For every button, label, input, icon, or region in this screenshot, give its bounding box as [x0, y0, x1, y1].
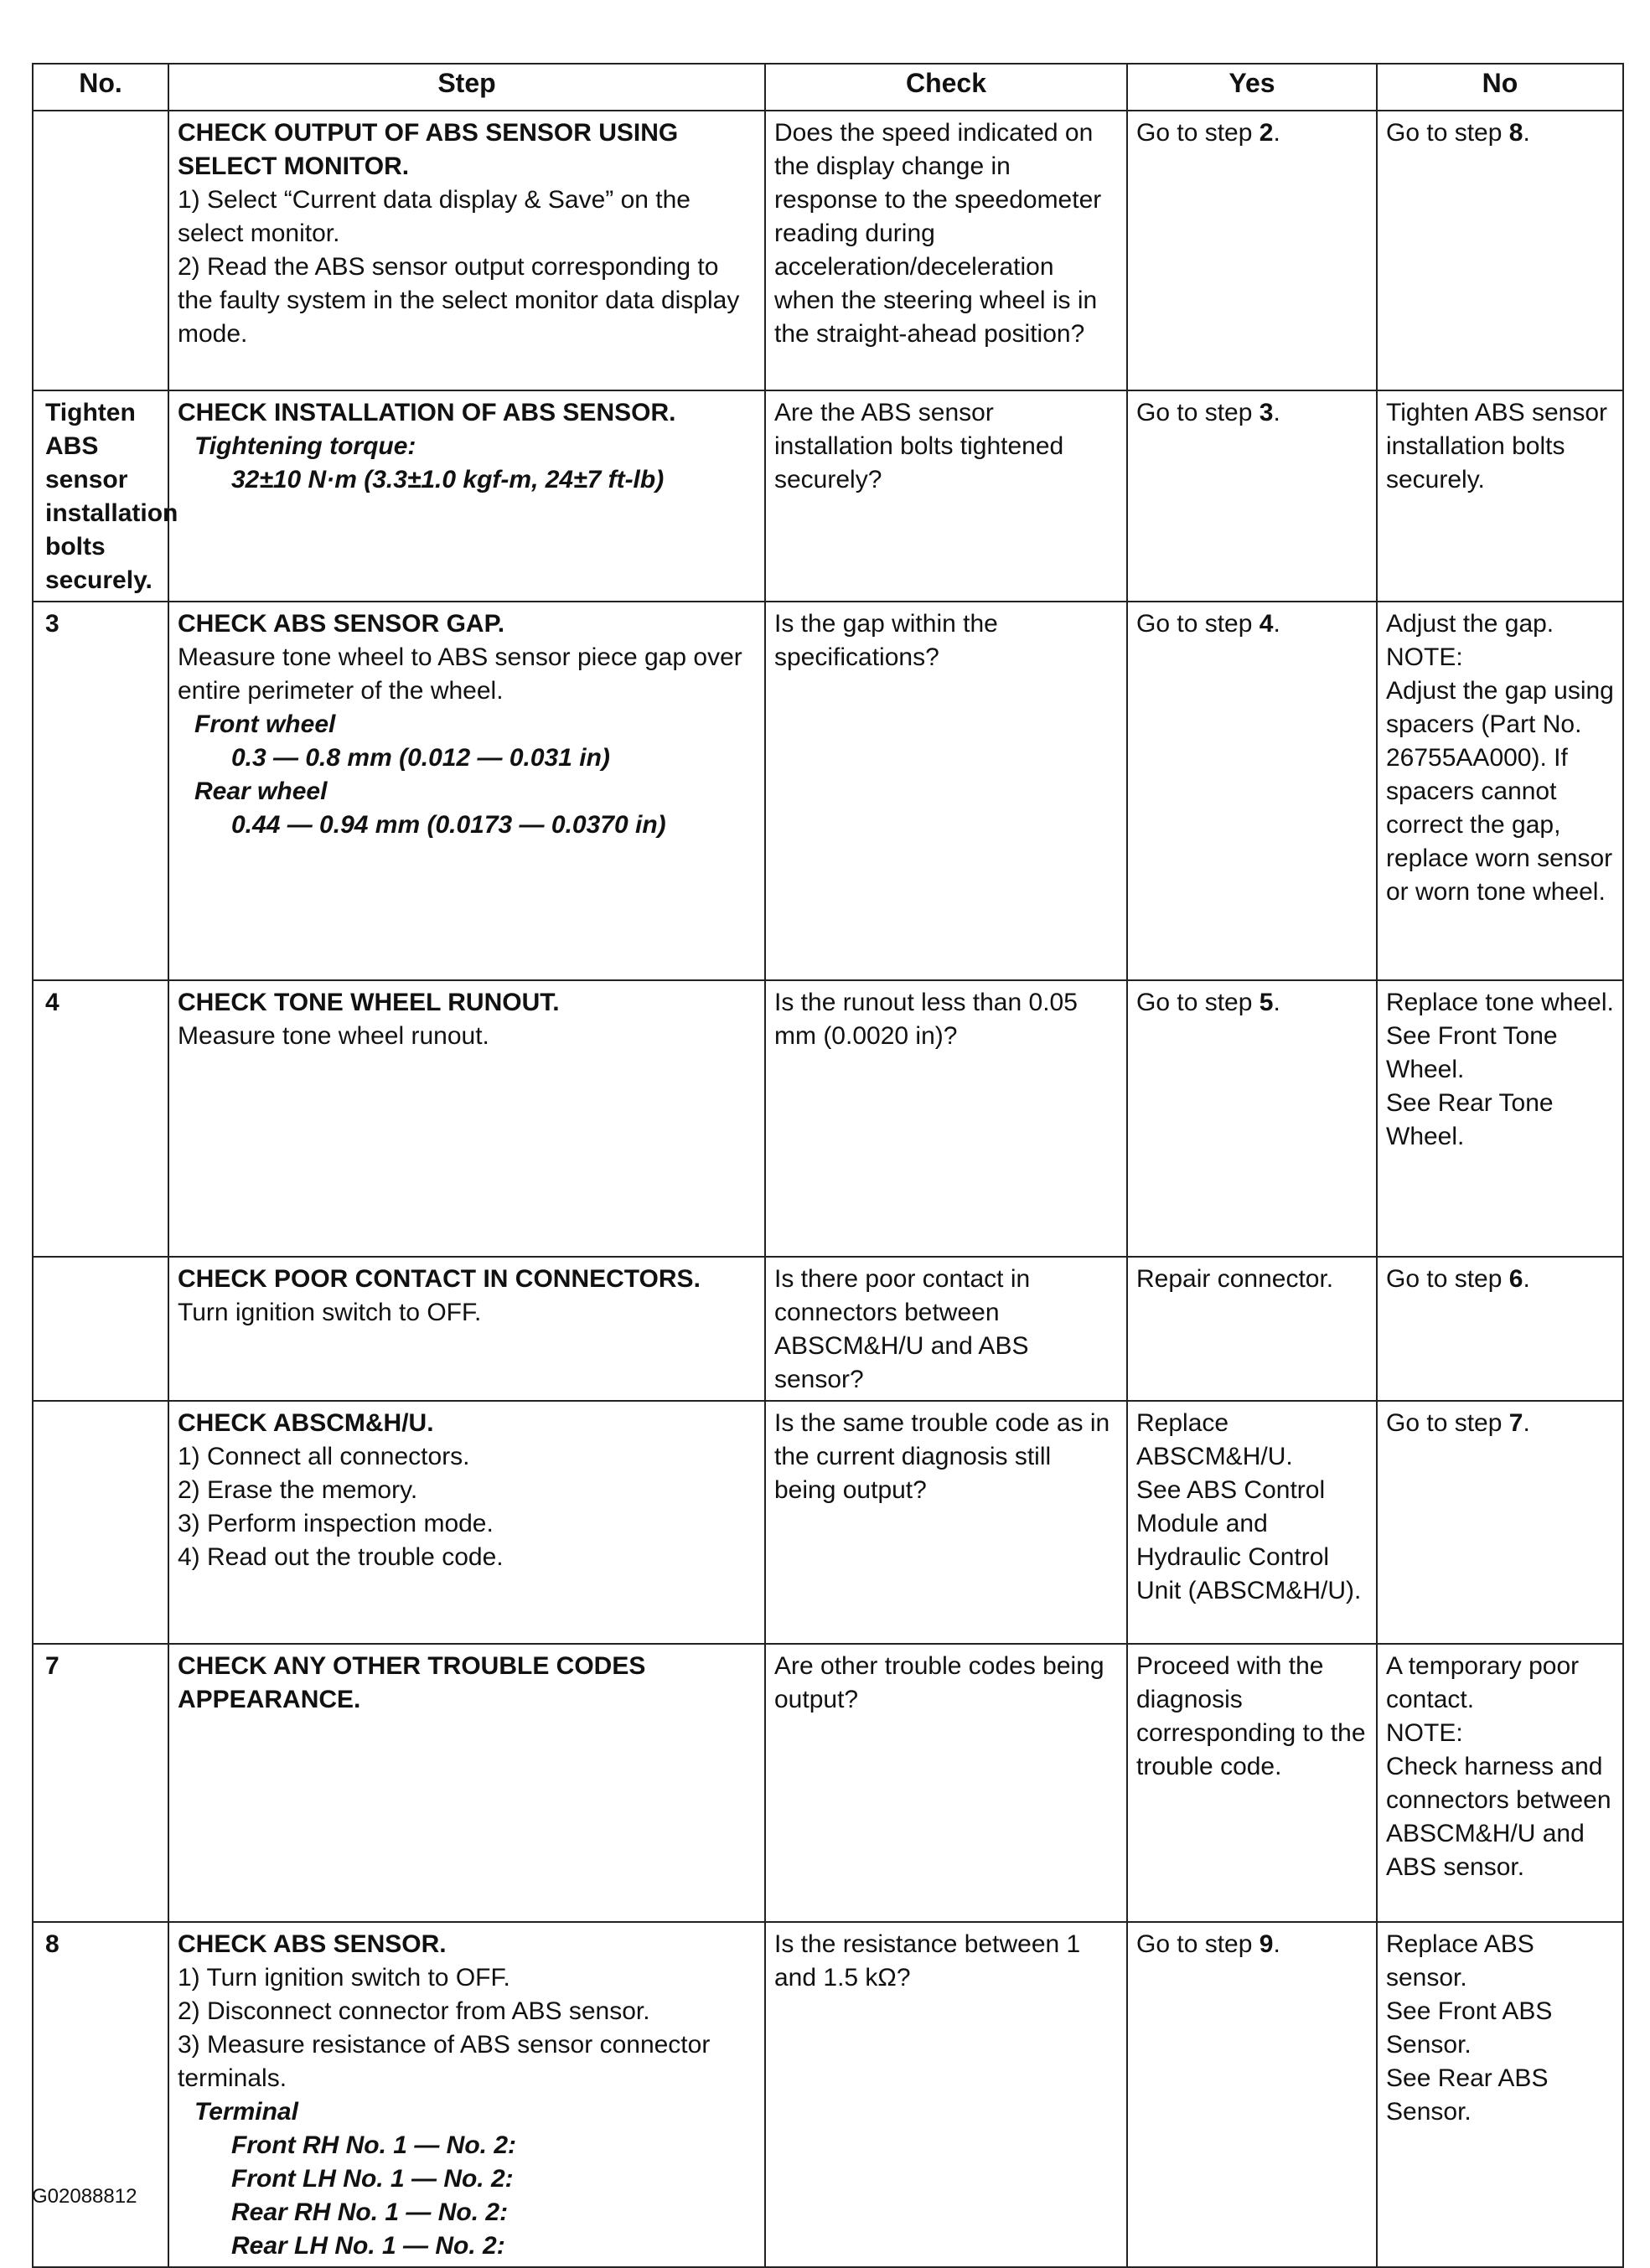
step-instruction: 3) Measure resistance of ABS sensor connector terminals. — [178, 2031, 711, 2092]
step-title: CHECK POOR CONTACT IN CONNECTORS. — [178, 1265, 701, 1293]
terminal-spec: Front LH No. 1 — No. 2: — [231, 2165, 514, 2193]
no-cell — [1377, 1257, 1623, 1401]
table-row — [33, 1644, 1623, 1922]
terminal-spec: Rear RH No. 1 — No. 2: — [231, 2198, 509, 2226]
col-header-yes: Yes — [1127, 64, 1377, 111]
table-row — [33, 390, 1623, 602]
see-reference-link[interactable]: See Rear Tone Wheel. — [1386, 1089, 1554, 1150]
check-cell: Is the runout less than 0.05 mm (0.0020 in)? — [765, 980, 1127, 1257]
yes-end: . — [1273, 989, 1280, 1016]
no-step-link: 6 — [1508, 1265, 1523, 1293]
no-line: A temporary poor contact. — [1386, 1652, 1580, 1713]
step-title: CHECK TONE WHEEL RUNOUT. — [178, 989, 560, 1016]
yes-end: . — [1273, 119, 1280, 147]
spec-value: 0.44 — 0.94 mm (0.0173 — 0.0370 in) — [231, 811, 666, 839]
no-line: NOTE: — [1386, 643, 1463, 671]
table-row — [33, 1257, 1623, 1401]
no-step-link: 7 — [1508, 1409, 1523, 1437]
yes-end: . — [1273, 399, 1280, 426]
no-line: Adjust the gap using spacers (Part No. 26755AA000). If spacers cannot correct the gap, replace worn sensor or worn tone wheel. — [1386, 677, 1614, 906]
step-title: CHECK ABSCM&H/U. — [178, 1409, 434, 1437]
yes-cell — [1127, 390, 1377, 602]
no-line: Adjust the gap. — [1386, 610, 1554, 638]
table-row — [33, 111, 1623, 390]
table-row — [33, 1922, 1623, 2267]
step-title: CHECK ABS SENSOR GAP. — [178, 610, 505, 638]
figure-id: G02088812 — [32, 2185, 137, 2208]
no-line: Check harness and connectors between ABSCM&H/U and ABS sensor. — [1386, 1753, 1611, 1881]
yes-step-link: 4 — [1259, 610, 1274, 638]
terminal-spec: Rear LH No. 1 — No. 2: — [231, 2232, 505, 2260]
see-reference-link[interactable]: See Front Tone Wheel. — [1386, 1022, 1558, 1083]
no-cell: Tighten ABS sensor installation bolts securely. — [1377, 390, 1623, 602]
col-header-no-result: No — [1377, 64, 1623, 111]
no-line: Replace tone wheel. — [1386, 989, 1614, 1016]
yes-cell: Repair connector. — [1127, 1257, 1377, 1401]
step-number: 8 — [33, 1922, 168, 2267]
yes-cell: Proceed with the diagnosis corresponding to the trouble code. — [1127, 1644, 1377, 1922]
see-reference-link[interactable]: See ABS Control Module and Hydraulic Control Unit (ABSCM&H/U). — [1136, 1476, 1362, 1604]
yes-step-link: 2 — [1259, 119, 1274, 147]
col-header-check: Check — [765, 64, 1127, 111]
no-step-link: 8 — [1508, 119, 1523, 147]
step-number — [33, 111, 168, 390]
step-title: CHECK ANY OTHER TROUBLE CODES APPEARANCE. — [178, 1652, 646, 1713]
header-row — [33, 64, 1623, 111]
no-cell — [1377, 1922, 1623, 2267]
yes-cell — [1127, 1922, 1377, 2267]
no-line: NOTE: — [1386, 1719, 1463, 1747]
no-end: . — [1523, 1265, 1530, 1293]
step-number: 7 — [33, 1644, 168, 1922]
spec-label: Tightening torque: — [194, 432, 416, 460]
check-cell: Are the ABS sensor installation bolts tightened securely? — [765, 390, 1127, 602]
table-row — [33, 1401, 1623, 1644]
no-line: Replace ABS sensor. — [1386, 1930, 1534, 1992]
no-cell — [1377, 111, 1623, 390]
check-cell: Is the gap within the specifications? — [765, 602, 1127, 980]
check-cell: Is there poor contact in connectors between ABSCM&H/U and ABS sensor? — [765, 1257, 1127, 1401]
yes-cell — [1127, 980, 1377, 1257]
check-cell: Is the same trouble code as in the current diagnosis still being output? — [765, 1401, 1127, 1644]
yes-step-link: 5 — [1259, 989, 1274, 1016]
step-instruction: 2) Read the ABS sensor output corresponding to the faulty system in the select monitor data display mode. — [178, 253, 740, 348]
spec-label: Rear wheel — [194, 778, 328, 805]
spec-value: 32±10 N·m (3.3±1.0 kgf-m, 24±7 ft-lb) — [231, 466, 665, 493]
yes-cell — [1127, 602, 1377, 980]
no-text: Go to step — [1386, 1265, 1509, 1293]
step-cell — [168, 1401, 765, 1644]
step-cell — [168, 1257, 765, 1401]
step-number: 3 — [33, 602, 168, 980]
step-instruction: Measure tone wheel to ABS sensor piece gap over entire perimeter of the wheel. — [178, 643, 742, 705]
step-instruction: Turn ignition switch to OFF. — [178, 1299, 482, 1326]
step-cell — [168, 1644, 765, 1922]
col-header-no: No. — [33, 64, 168, 111]
step-title: CHECK OUTPUT OF ABS SENSOR USING SELECT MONITOR. — [178, 119, 679, 180]
step-instruction: 1) Turn ignition switch to OFF. — [178, 1964, 510, 1992]
step-number: 4 — [33, 980, 168, 1257]
no-text: Go to step — [1386, 119, 1509, 147]
yes-text: Go to step — [1136, 119, 1259, 147]
yes-text: Go to step — [1136, 399, 1259, 426]
no-end: . — [1523, 1409, 1530, 1437]
yes-text: Go to step — [1136, 1930, 1259, 1958]
yes-cell — [1127, 1401, 1377, 1644]
yes-text: Go to step — [1136, 989, 1259, 1016]
step-cell — [168, 1922, 765, 2267]
yes-step-link: 3 — [1259, 399, 1274, 426]
step-instruction: 1) Select “Current data display & Save” on the select monitor. — [178, 186, 691, 247]
see-reference-link[interactable]: See Front ABS Sensor. — [1386, 1997, 1553, 2059]
yes-end: . — [1273, 1930, 1280, 1958]
no-cell — [1377, 602, 1623, 980]
yes-step-link: 9 — [1259, 1930, 1274, 1958]
step-title: CHECK ABS SENSOR. — [178, 1930, 447, 1958]
step-cell — [168, 111, 765, 390]
step-instruction: 2) Disconnect connector from ABS sensor. — [178, 1997, 650, 2025]
step-instruction: 2) Erase the memory. — [178, 1476, 418, 1504]
spec-label: Terminal — [194, 2098, 298, 2126]
no-cell — [1377, 1644, 1623, 1922]
see-reference-link[interactable]: See Rear ABS Sensor. — [1386, 2064, 1549, 2126]
check-cell: Does the speed indicated on the display change in response to the speedometer reading during acceleration/deceleration when the steering wheel is in the straight-ahead position? — [765, 111, 1127, 390]
yes-cell — [1127, 111, 1377, 390]
yes-line: Replace ABSCM&H/U. — [1136, 1409, 1293, 1470]
step-cell — [168, 602, 765, 980]
terminal-spec: Front RH No. 1 — No. 2: — [231, 2131, 516, 2159]
spec-label: Front wheel — [194, 710, 336, 738]
no-end: . — [1523, 119, 1530, 147]
no-text: Go to step — [1386, 1409, 1509, 1437]
no-cell — [1377, 980, 1623, 1257]
col-header-step: Step — [168, 64, 765, 111]
step-cell — [168, 390, 765, 602]
spec-value: 0.3 — 0.8 mm (0.012 — 0.031 in) — [231, 744, 610, 772]
step-number — [33, 1401, 168, 1644]
diagnostic-table — [32, 63, 1624, 2268]
step-instruction: Measure tone wheel runout. — [178, 1022, 489, 1050]
check-cell: Are other trouble codes being output? — [765, 1644, 1127, 1922]
step-number — [33, 1257, 168, 1401]
table-row — [33, 602, 1623, 980]
step-instruction: 1) Connect all connectors. — [178, 1443, 470, 1470]
step-cell — [168, 980, 765, 1257]
no-cell — [1377, 1401, 1623, 1644]
diagnostic-procedure-sheet — [32, 63, 1622, 2268]
step-number: Tighten ABS sensor installation bolts securely. — [33, 390, 168, 602]
step-instruction: 3) Perform inspection mode. — [178, 1510, 494, 1537]
yes-end: . — [1273, 610, 1280, 638]
step-title: CHECK INSTALLATION OF ABS SENSOR. — [178, 399, 676, 426]
table-row — [33, 980, 1623, 1257]
yes-text: Go to step — [1136, 610, 1259, 638]
step-instruction: 4) Read out the trouble code. — [178, 1543, 504, 1571]
check-cell: Is the resistance between 1 and 1.5 kΩ? — [765, 1922, 1127, 2267]
